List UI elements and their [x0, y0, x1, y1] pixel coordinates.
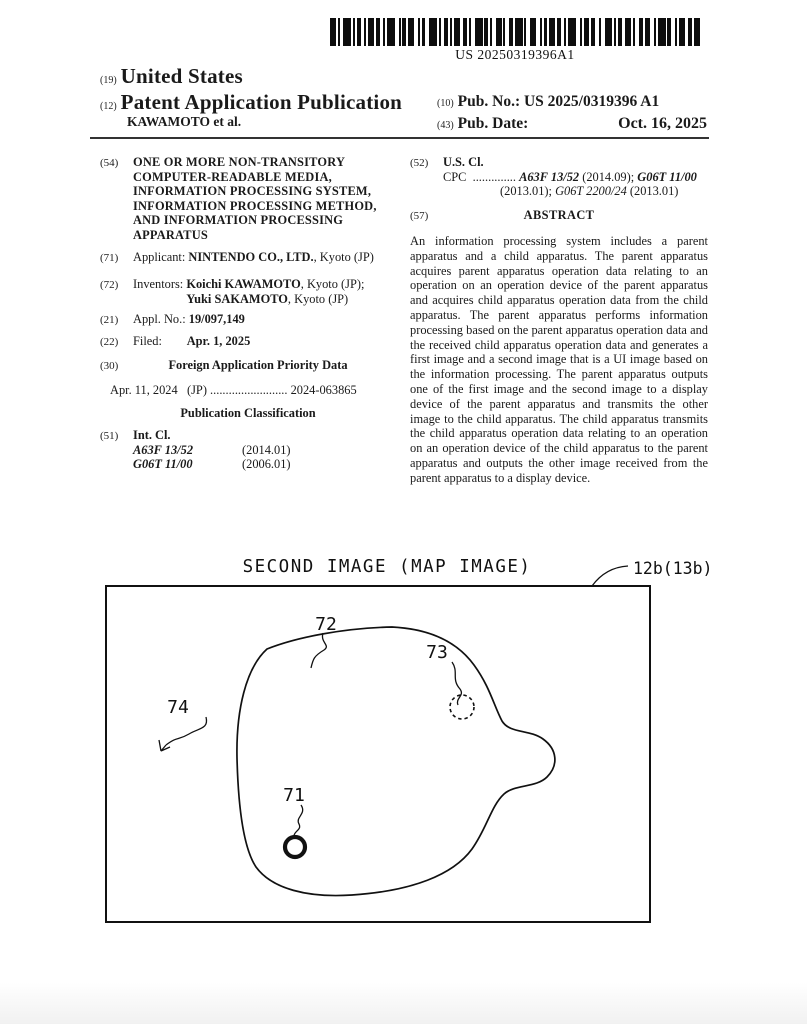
filed-date: Filed: Apr. 1, 2025: [133, 334, 251, 348]
pub-date-label: Pub. Date:: [457, 115, 529, 132]
figure-title: SECOND IMAGE (MAP IMAGE): [242, 557, 532, 577]
figure-label-71: 71: [283, 785, 305, 806]
field-num-52: (52): [410, 157, 429, 169]
us-cl: [443, 155, 697, 199]
section-title: [100, 155, 396, 243]
cpc-line-2: (2013.01); G06T 2200/24 (2013.01): [500, 184, 679, 199]
country-line: [100, 64, 243, 89]
section-filed: [100, 334, 396, 350]
figure-label-72: 72: [315, 614, 337, 635]
priority-data: Apr. 11, 2024 (JP) ......................... 2024-063865: [110, 383, 357, 397]
field-num-54: (54): [100, 157, 119, 169]
cpc-line-1: CPC .............. A63F 13/52 (2014.09); G06T 11/00: [443, 169, 697, 184]
field-num-71: (71): [100, 252, 119, 264]
pub-date-value: Oct. 16, 2025: [618, 115, 707, 132]
int-cl-row: A63F 13/52 (2014.01): [133, 442, 291, 457]
section-inventors: [100, 277, 396, 306]
figure-ref-12b: 12b(13b): [633, 559, 713, 578]
priority-header: Foreign Application Priority Data: [168, 358, 348, 372]
doc-type-line: [100, 90, 402, 115]
doc-type: Patent Application Publication: [120, 90, 403, 114]
pub-date-line: [437, 115, 707, 133]
patent-figure: [95, 545, 715, 935]
int-cl: [133, 428, 291, 472]
section-appl-no: [100, 312, 396, 328]
header-divider: [90, 137, 709, 139]
barcode-bars: [330, 18, 700, 46]
section-priority: [100, 358, 396, 373]
field-num-22: (22): [100, 336, 119, 348]
ref-leader-line: [592, 566, 628, 586]
field-num-57: (57): [410, 210, 429, 222]
country-name: United States: [120, 64, 243, 88]
map-outline: [237, 627, 555, 896]
int-cl-row: G06T 11/00 (2006.01): [133, 457, 291, 472]
field-num-30: (30): [100, 360, 119, 372]
abstract-text: An information processing system includes a parent apparatus and a child apparatus. The parent apparatus acquires parent apparatus operation data relating to an operation on an operation device of the parent apparatus and acquires child apparatus operation data from the child apparatus. The parent apparatus performs information processing based on the parent apparatus operation data and the received child apparatus operation data and generates a first image and a second image that is a UI image based on the information processing. The parent apparatus outputs one of the first image and the second image to a display device of the parent apparatus and transmits the other image to the child apparatus. The child apparatus transmits the child apparatus operation data relating to an operation on an operation device of the child apparatus to the parent apparatus and outputs the other image received from the parent apparatus to a display device.: [410, 234, 708, 485]
inventors-list: [186, 277, 364, 306]
kind-code-19: (19): [100, 75, 117, 86]
field-num-51: (51): [100, 430, 119, 442]
abstract-header: ABSTRACT: [523, 208, 595, 222]
field-num-72: (72): [100, 279, 119, 291]
pub-no-line: [437, 93, 707, 111]
kind-code-43: (43): [437, 120, 454, 131]
leader-72: [311, 633, 326, 668]
us-cl-label: U.S. Cl.: [443, 155, 484, 169]
author-line: KAWAMOTO et al.: [127, 114, 242, 129]
invention-title: ONE OR MORE NON-TRANSITORY COMPUTER-READABLE MEDIA, INFORMATION PROCESSING SYSTEM, INFORMATION PROCESSING METHOD, AND INFORMATION PROCESSING APPARATUS: [133, 155, 377, 242]
pub-classification-header: Publication Classification: [180, 406, 316, 420]
appl-no: Appl. No.: 19/097,149: [133, 312, 245, 326]
section-abstract-header: [410, 208, 708, 223]
pub-info-block: [437, 93, 707, 137]
map-frame: [106, 586, 650, 922]
int-cl-label: Int. Cl.: [133, 428, 171, 442]
dotted-circle-73: [450, 695, 474, 719]
kind-code-10: (10): [437, 98, 454, 109]
barcode: [330, 18, 700, 63]
inventors-label: Inventors:: [133, 277, 187, 291]
marker-circle-71: [285, 837, 305, 857]
applicant-name: NINTENDO CO., LTD.: [188, 250, 314, 264]
section-us-cl: [410, 155, 708, 199]
barcode-number: US 20250319396A1: [455, 47, 575, 62]
inventor-row: Yuki SAKAMOTO, Kyoto (JP): [186, 291, 349, 306]
section-int-cl: [100, 428, 396, 472]
section-applicant: [100, 250, 396, 266]
leader-71: [294, 805, 303, 836]
field-num-21: (21): [100, 314, 119, 326]
pub-no: Pub. No.: US 2025/0319396 A1: [457, 93, 660, 110]
kind-code-12: (12): [100, 101, 117, 112]
arrow-74: [166, 717, 207, 745]
figure-label-74: 74: [167, 697, 189, 718]
arrow-74-head: [159, 740, 170, 751]
inventor-row: Koichi KAWAMOTO, Kyoto (JP);: [186, 277, 365, 291]
figure-label-73: 73: [426, 642, 448, 663]
applicant: Applicant: NINTENDO CO., LTD., Kyoto (JP): [133, 250, 374, 264]
